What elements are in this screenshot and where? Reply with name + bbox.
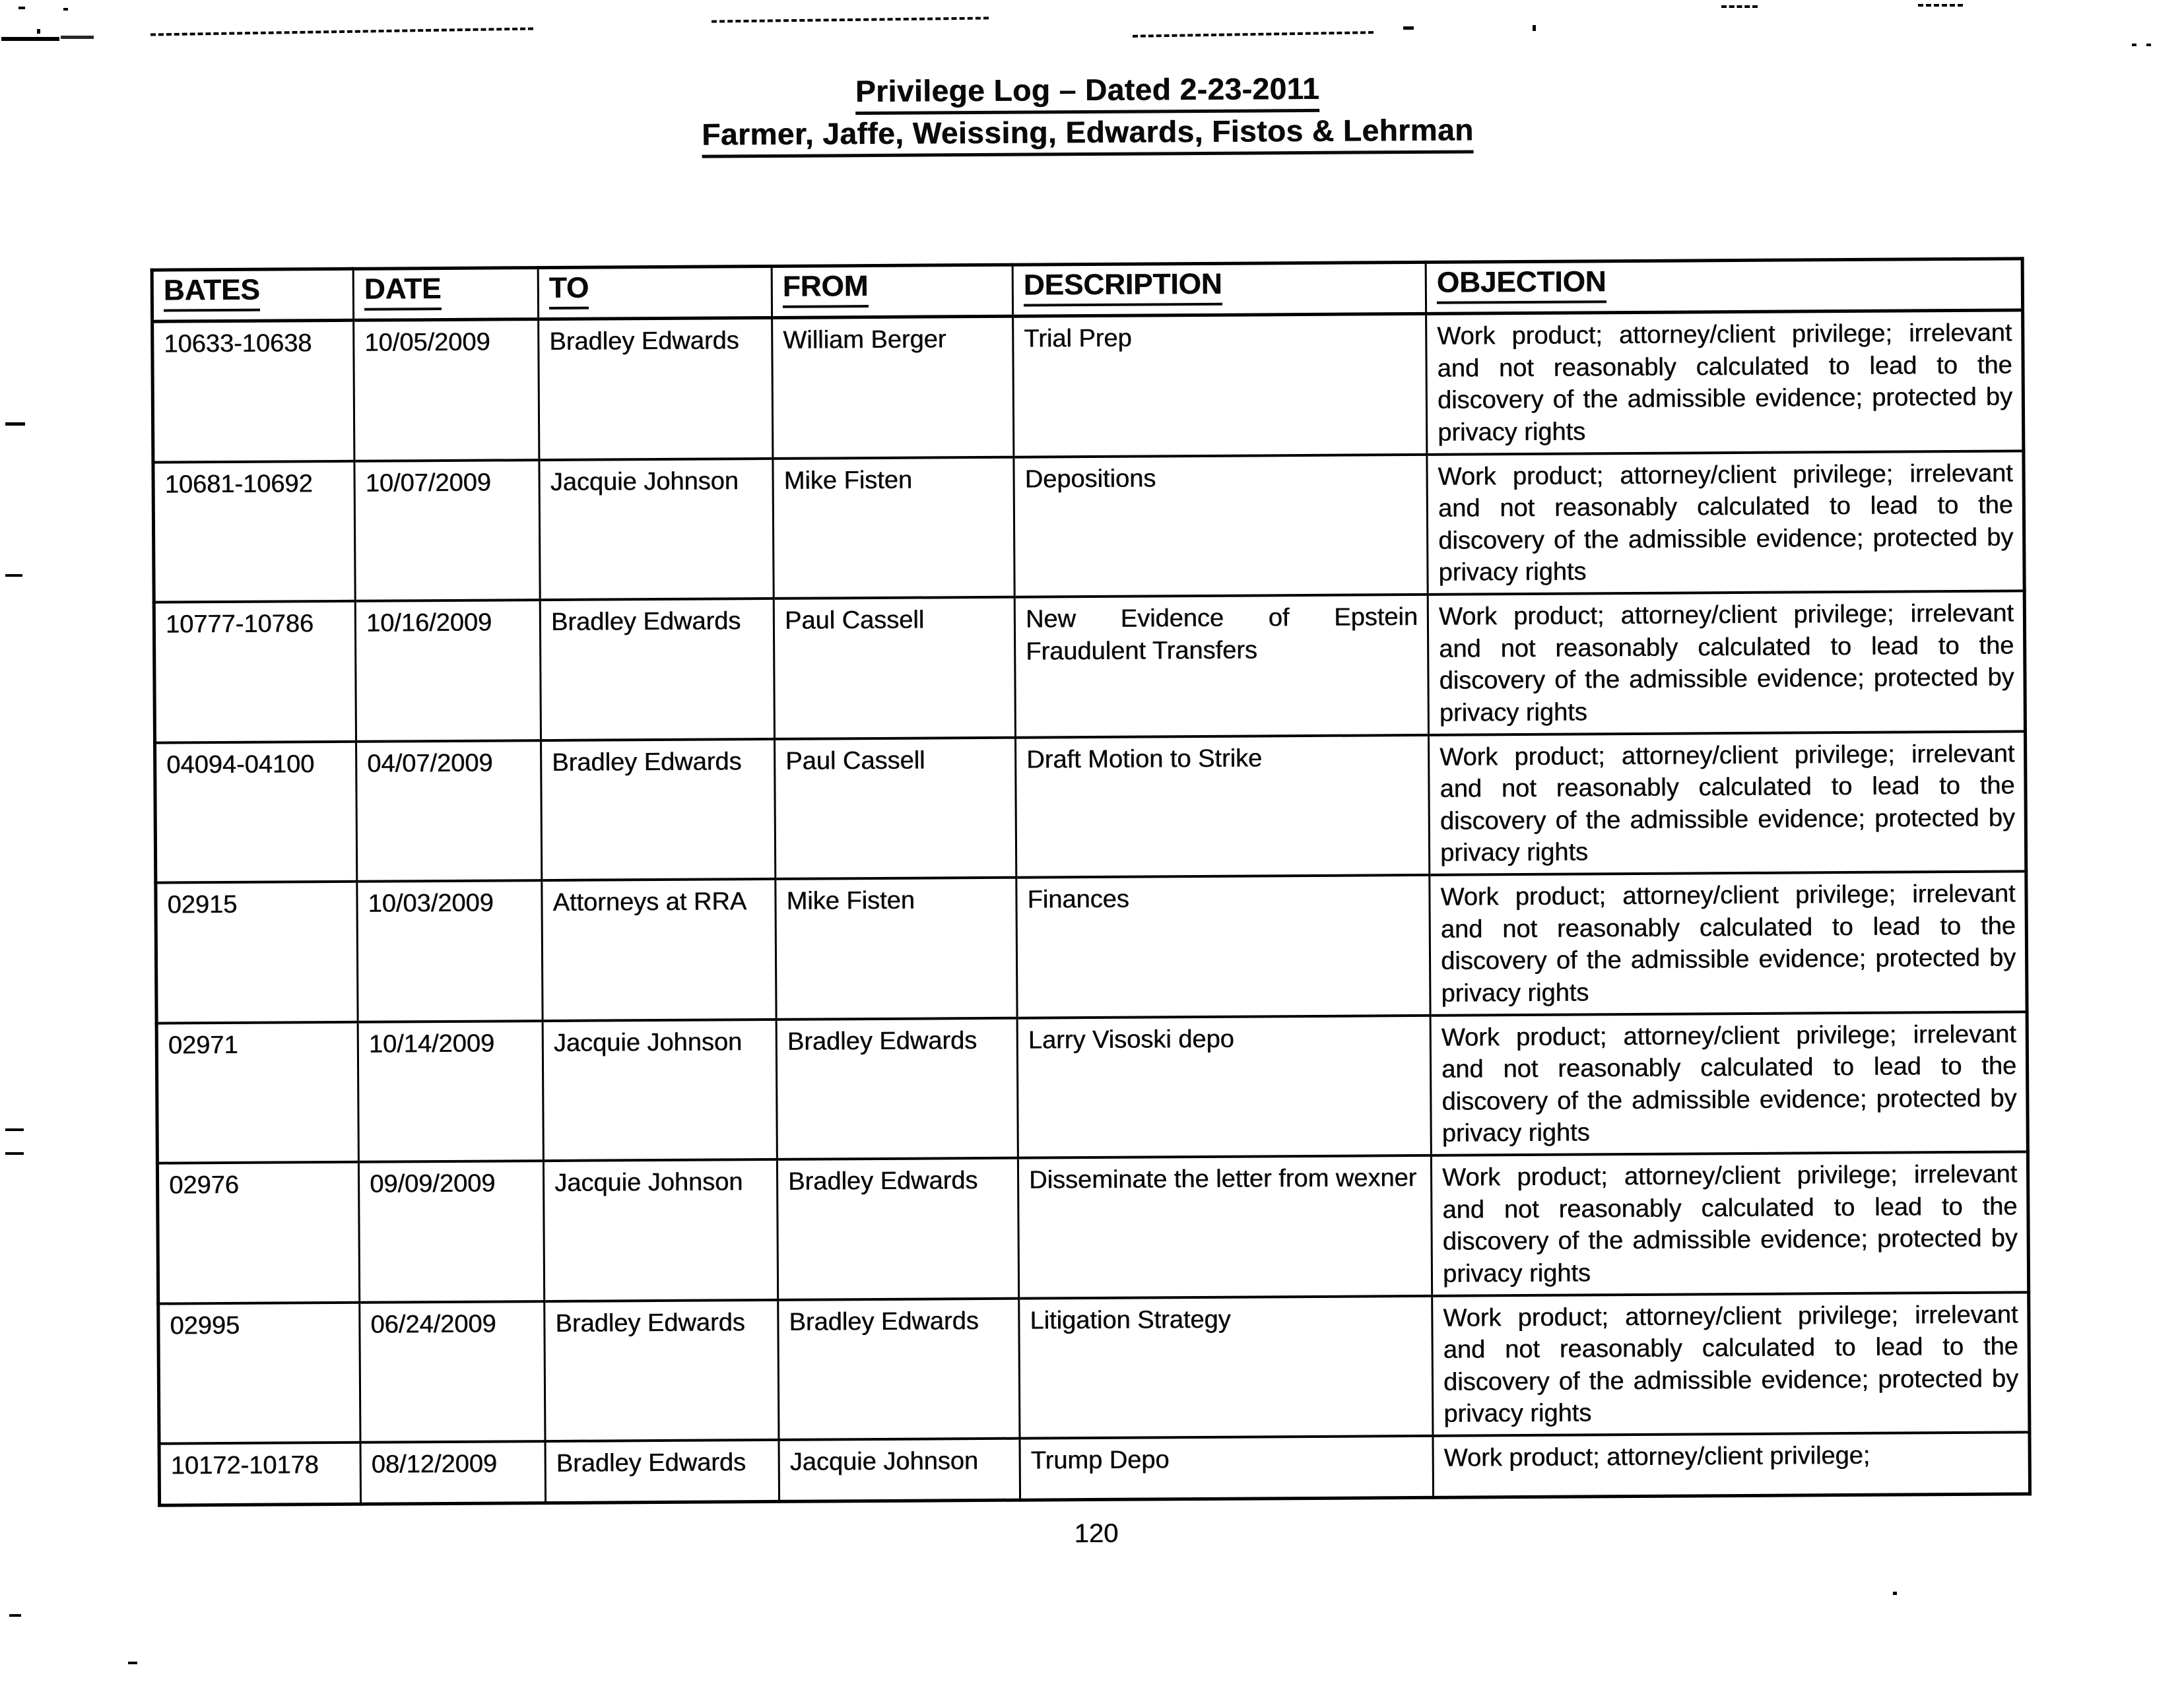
cell-objection: Work product; attorney/client privilege; irrelevant and not reasonably calculated to lead to the discovery of the admissible evidence; protected by privacy rights — [1430, 1012, 2028, 1155]
cell-to: Jacquie Johnson — [543, 1019, 777, 1161]
cell-description: Trump Depo — [1020, 1436, 1434, 1500]
cell-bates: 10172-10178 — [159, 1443, 361, 1505]
cell-bates: 10681-10692 — [153, 461, 355, 602]
column-header-objection: OBJECTION — [1426, 259, 2022, 314]
table-row — [153, 451, 2024, 602]
cell-bates: 04094-04100 — [155, 741, 357, 882]
page-number: 120 — [1074, 1518, 1119, 1549]
cell-date: 10/03/2009 — [357, 880, 543, 1022]
cell-from: Paul Cassell — [774, 597, 1015, 739]
cell-bates: 02971 — [156, 1022, 358, 1163]
cell-to: Bradley Edwards — [540, 599, 774, 740]
cell-description: Trial Prep — [1013, 313, 1427, 457]
cell-description: New Evidence of Epstein Fraudulent Transfers — [1014, 595, 1428, 737]
cell-bates: 10633-10638 — [152, 320, 354, 462]
cell-from: Mike Fisten — [776, 878, 1017, 1020]
cell-description: Depositions — [1014, 454, 1428, 597]
table-row — [154, 591, 2025, 742]
cell-objection: Work product; attorney/client privilege; — [1433, 1432, 2030, 1497]
cell-description: Litigation Strategy — [1019, 1295, 1433, 1438]
cell-bates: 02995 — [158, 1302, 360, 1443]
cell-description: Finances — [1016, 875, 1430, 1018]
document-title-line1: Privilege Log – Dated 2-23-2011 — [0, 65, 2179, 120]
cell-date: 10/14/2009 — [358, 1021, 543, 1162]
cell-from: Bradley Edwards — [776, 1018, 1018, 1159]
document-header — [0, 65, 2180, 162]
cell-bates: 02976 — [157, 1162, 359, 1303]
table-row — [156, 871, 2027, 1023]
cell-bates: 02915 — [156, 882, 358, 1023]
cell-to: Jacquie Johnson — [543, 1159, 778, 1301]
cell-objection: Work product; attorney/client privilege; irrelevant and not reasonably calculated to lead to the discovery of the admissible evidence; protected by privacy rights — [1431, 1152, 2028, 1295]
cell-description: Disseminate the letter from wexner — [1018, 1155, 1432, 1298]
cell-date: 04/07/2009 — [356, 740, 542, 882]
cell-date: 10/07/2009 — [354, 460, 540, 601]
cell-to: Bradley Edwards — [545, 1299, 779, 1441]
table-row — [156, 1012, 2028, 1163]
table-row — [158, 1292, 2030, 1444]
cell-objection: Work product; attorney/client privilege; irrelevant and not reasonably calculated to lead to the discovery of the admissible evidence; protected by privacy rights — [1426, 310, 2024, 455]
cell-date: 10/05/2009 — [354, 319, 539, 461]
table-body — [152, 310, 2030, 1505]
table-row — [159, 1432, 2030, 1505]
cell-from: Bradley Edwards — [777, 1158, 1018, 1300]
cell-to: Bradley Edwards — [539, 317, 773, 459]
cell-to: Bradley Edwards — [545, 1440, 779, 1503]
cell-to: Attorneys at RRA — [542, 879, 776, 1021]
cell-objection: Work product; attorney/client privilege; irrelevant and not reasonably calculated to lead to the discovery of the admissible evidence; protected by privacy rights — [1428, 591, 2025, 734]
cell-objection: Work product; attorney/client privilege; irrelevant and not reasonably calculated to lead to the discovery of the admissible evidence; protected by privacy rights — [1432, 1292, 2030, 1436]
cell-to: Jacquie Johnson — [539, 458, 774, 600]
column-header-date: DATE — [353, 268, 538, 321]
cell-from: Jacquie Johnson — [779, 1439, 1020, 1501]
cell-from: Paul Cassell — [775, 737, 1016, 879]
cell-description: Larry Visoski depo — [1017, 1015, 1431, 1157]
document-title-line2: Farmer, Jaffe, Weissing, Edwards, Fistos & Lehrman — [0, 107, 2180, 162]
table-row — [152, 310, 2024, 462]
cell-from: William Berger — [772, 316, 1014, 458]
table-row — [157, 1152, 2028, 1303]
cell-from: Bradley Edwards — [778, 1298, 1020, 1440]
cell-objection: Work product; attorney/client privilege; irrelevant and not reasonably calculated to lead to the discovery of the admissible evidence; protected by privacy rights — [1430, 871, 2027, 1015]
column-header-from: FROM — [772, 265, 1012, 317]
table-row — [155, 731, 2026, 883]
cell-objection: Work product; attorney/client privilege; irrelevant and not reasonably calculated to lead to the discovery of the admissible evidence; protected by privacy rights — [1428, 731, 2026, 875]
cell-to: Bradley Edwards — [541, 738, 776, 880]
column-header-bates: BATES — [152, 269, 353, 321]
cell-date: 08/12/2009 — [360, 1441, 546, 1504]
cell-from: Mike Fisten — [773, 457, 1014, 599]
column-header-description: DESCRIPTION — [1012, 262, 1426, 316]
cell-objection: Work product; attorney/client privilege; irrelevant and not reasonably calculated to lead to the discovery of the admissible evidence; protected by privacy rights — [1427, 451, 2024, 595]
column-header-to: TO — [538, 266, 772, 319]
cell-description: Draft Motion to Strike — [1016, 734, 1430, 877]
cell-bates: 10777-10786 — [154, 601, 356, 742]
cell-date: 06/24/2009 — [360, 1301, 545, 1443]
cell-date: 09/09/2009 — [358, 1161, 544, 1302]
privilege-log-table — [150, 257, 2032, 1507]
cell-date: 10/16/2009 — [355, 600, 541, 741]
